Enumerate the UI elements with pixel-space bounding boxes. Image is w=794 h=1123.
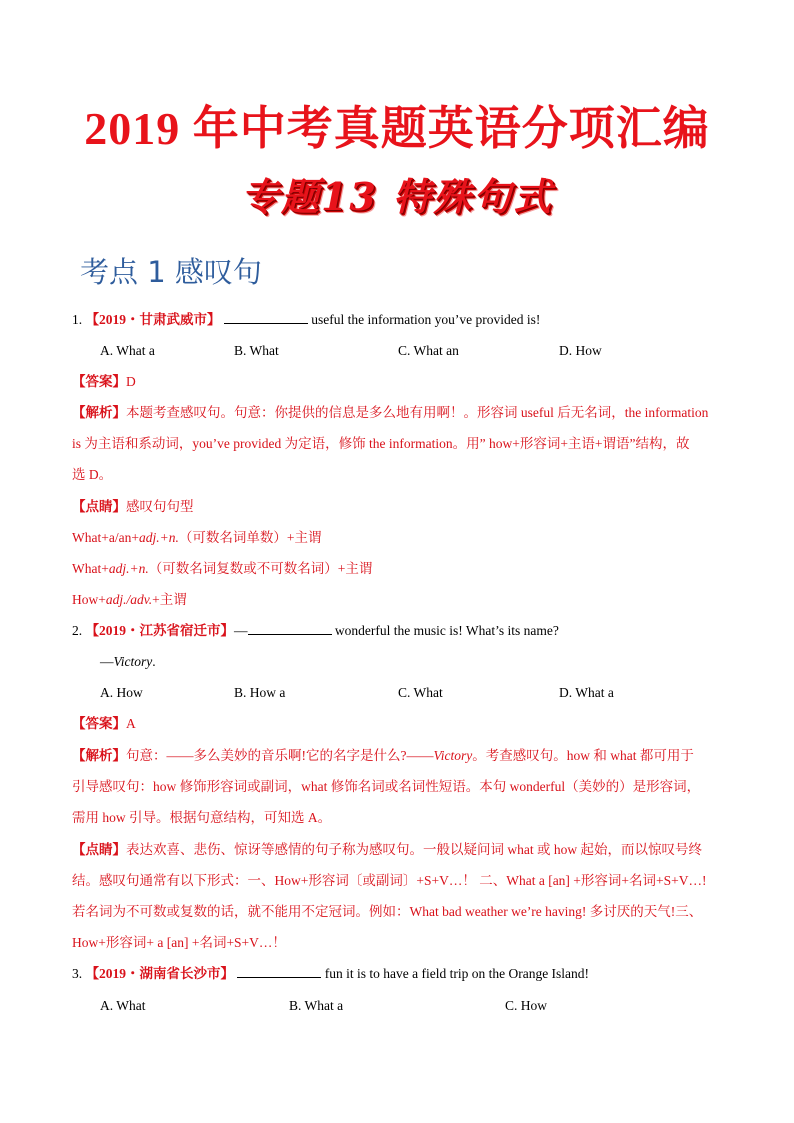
- question-1: [72, 309, 724, 331]
- pattern-italic: adj.+n.: [138, 530, 179, 545]
- question-source: 【2019・江苏省宿迁市】: [85, 623, 234, 638]
- analysis-italic: Victory: [433, 748, 473, 763]
- option-a: A. What a: [100, 343, 155, 358]
- pattern-text: How+: [72, 592, 106, 607]
- analysis-text: 引导感叹句：how 修饰形容词或副词，what 修饰名词或名词性短语。本句 wonderful（美妙的）是形容词，: [72, 779, 701, 794]
- pattern-text: +主谓: [152, 592, 187, 607]
- pattern-text: （可数名词单数）+主谓: [178, 530, 322, 545]
- answer-value: D: [126, 374, 136, 389]
- pattern-text: （可数名词复数或不可数名词）+主谓: [148, 561, 373, 576]
- option-d: D. How: [559, 343, 602, 358]
- analysis-label: 【解析】: [72, 748, 126, 763]
- tips-row: [72, 839, 724, 861]
- question-text: fun it is to have a field trip on the Orange Island!: [324, 966, 590, 981]
- question-text: wonderful the music is! What’s its name?: [334, 623, 559, 638]
- analysis-text: 选 D。: [72, 467, 113, 482]
- pattern-text: What+a/an+: [72, 530, 139, 545]
- pattern-2: [72, 558, 724, 580]
- pattern-italic: adj./adv.: [105, 592, 153, 607]
- tips-label: 【点睛】: [72, 499, 126, 514]
- analysis-text: 句意：——多么美妙的音乐啊!它的名字是什么?——: [126, 748, 434, 763]
- tips-text: 感叹句句型: [126, 499, 194, 514]
- option-c: C. How: [505, 998, 548, 1013]
- option-b: B. What: [234, 343, 279, 358]
- answer-blank: [237, 964, 321, 978]
- tips-text: 表达欢喜、悲伤、惊讶等感情的句子称为感叹句。一般以疑问词 what 或 how 起始，而以惊叹号终: [126, 842, 702, 857]
- analysis-label: 【解析】: [72, 405, 126, 420]
- question-source: 【2019・甘肃武威市】: [85, 312, 221, 327]
- pattern-text: What+: [72, 561, 109, 576]
- option-d: D. What a: [559, 685, 614, 700]
- answer-label: 【答案】: [72, 716, 126, 731]
- question-text: useful the information you’ve provided is!: [311, 312, 541, 327]
- reply-line: [100, 651, 724, 673]
- option-c: C. What an: [398, 343, 459, 358]
- page-title: 2019 年中考真题英语分项汇编: [84, 103, 710, 154]
- question-number: 3.: [72, 966, 83, 981]
- option-b: B. How a: [234, 685, 286, 700]
- answer-label: 【答案】: [72, 374, 126, 389]
- answer-value: A: [126, 716, 136, 731]
- question-number: 2.: [72, 623, 83, 638]
- question-source: 【2019・湖南省长沙市】: [85, 966, 234, 981]
- page-subtitle: 专题13 特殊句式: [240, 174, 554, 219]
- reply-end: .: [152, 654, 156, 669]
- question-number: 1.: [72, 312, 83, 327]
- answer-row: [72, 371, 724, 393]
- option-c: C. What: [398, 685, 443, 700]
- question-3: [72, 963, 724, 985]
- analysis-text: 需用 how 引导。根据句意结构，可知选 A。: [72, 810, 332, 825]
- answer-blank: [248, 621, 332, 635]
- analysis-text: 本题考查感叹句。句意：你提供的信息是多么地有用啊！。形容词 useful 后无名词，the information: [126, 405, 709, 420]
- answer-row: [72, 713, 724, 735]
- reply-text: Victory: [113, 654, 153, 669]
- pattern-italic: adj.+n.: [108, 561, 149, 576]
- option-a: A. How: [100, 685, 143, 700]
- pattern-1: [72, 527, 724, 549]
- tips-label: 【点睛】: [72, 842, 126, 857]
- tips-row: [72, 496, 724, 518]
- tips-text: 若名词为不可数或复数的话，就不能用不定冠词。例如：What bad weather we’re having! 多讨厌的天气!三、: [72, 904, 703, 919]
- section-heading: 考点 1 感叹句: [80, 255, 262, 289]
- analysis-text: 。考查感叹句。how 和 what 都可用于: [472, 748, 694, 763]
- tips-text: 结。感叹句通常有以下形式：一、How+形容词〔或副词〕+S+V…！ 二、What a [an] +形容词+名词+S+V…!: [72, 873, 707, 888]
- analysis-text: is 为主语和系动词，you’ve provided 为定语，修饰 the information。用” how+形容词+主语+谓语”结构，故: [72, 436, 690, 451]
- option-a: A. What: [100, 998, 146, 1013]
- dash: —: [100, 654, 114, 669]
- tips-text: How+形容词+ a [an] +名词+S+V…！: [72, 935, 286, 950]
- option-b: B. What a: [289, 998, 344, 1013]
- dash: —: [234, 623, 248, 638]
- question-2: [72, 620, 724, 642]
- answer-blank: [224, 310, 308, 324]
- analysis-row: [72, 745, 724, 767]
- analysis-row: [72, 402, 724, 424]
- pattern-3: [72, 589, 724, 611]
